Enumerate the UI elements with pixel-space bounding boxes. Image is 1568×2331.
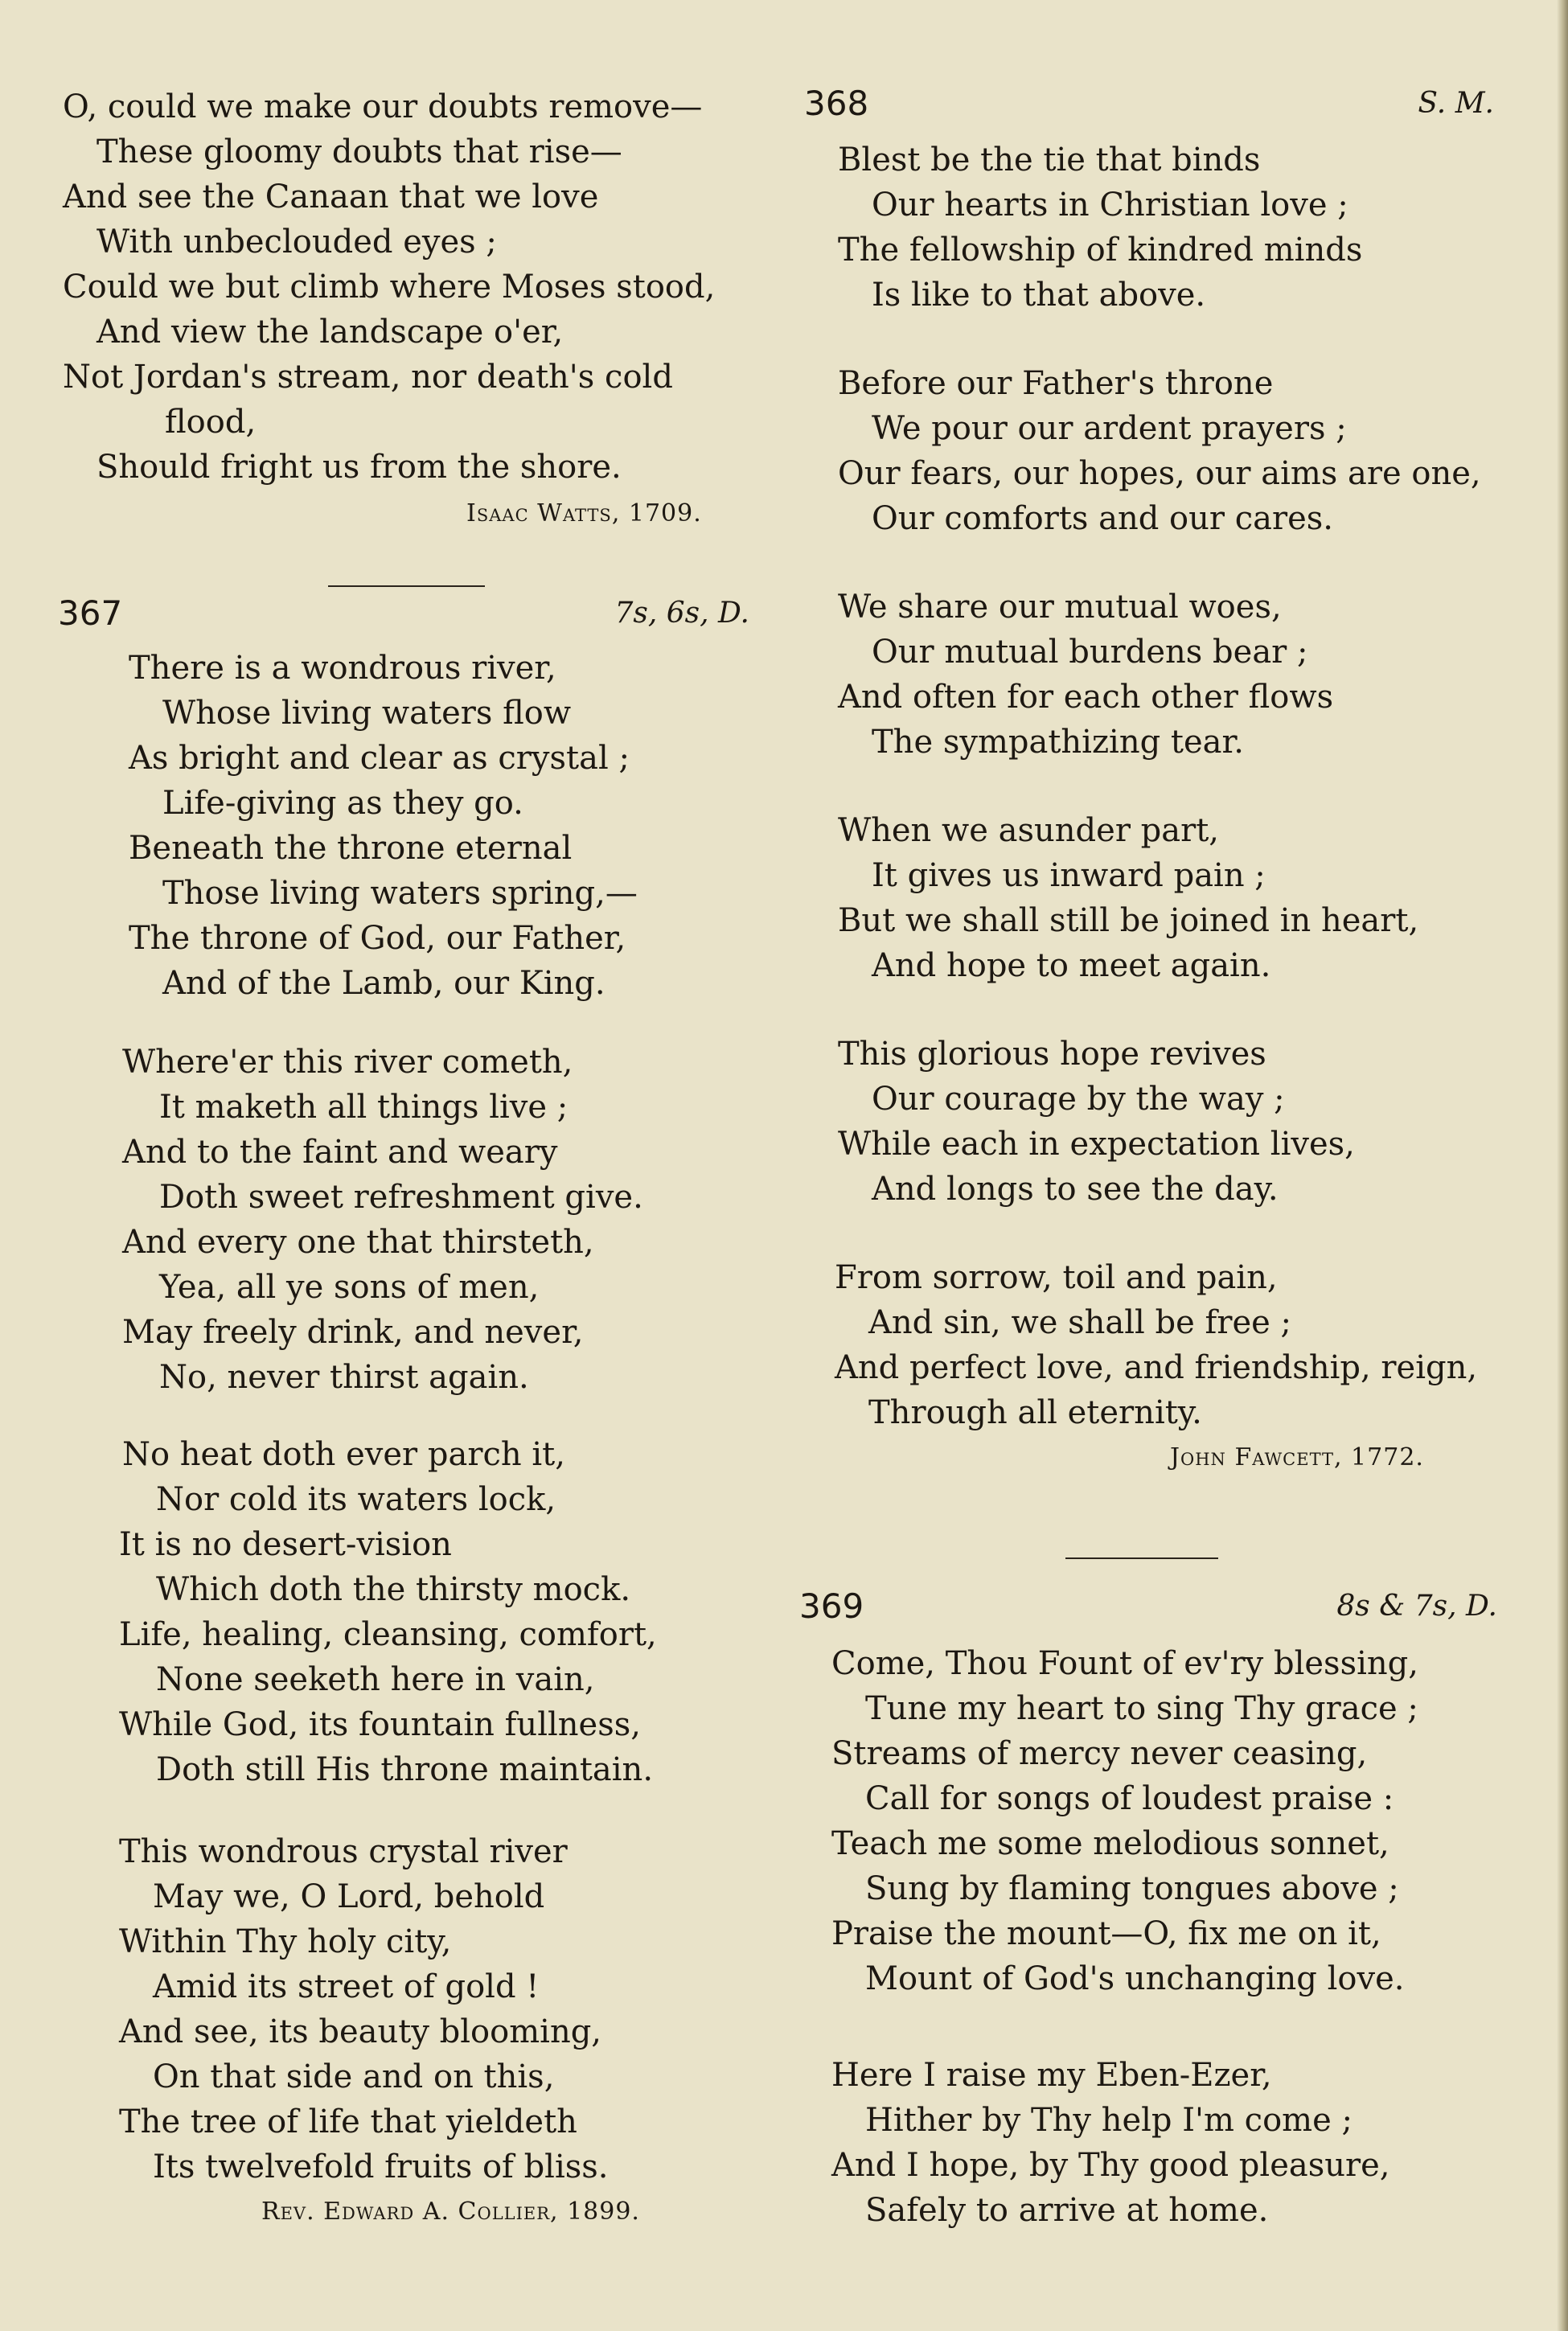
verse-line: While each in expectation lives, [838, 1126, 1355, 1163]
verse-line: Our hearts in Christian love ; [872, 187, 1348, 224]
verse-line: Teach me some melodious sonnet, [831, 1825, 1389, 1862]
verse-line: Within Thy holy city, [119, 1923, 452, 1960]
verse-line: None seeketh here in vain, [156, 1661, 595, 1698]
verse-line: Those living waters spring,— [162, 875, 638, 912]
verse-line: The tree of life that yieldeth [119, 2103, 577, 2140]
verse-line: The throne of God, our Father, [129, 920, 626, 957]
verse-line: Life-giving as they go. [162, 785, 523, 822]
verse-line: It gives us inward pain ; [872, 857, 1266, 894]
hymn-meter: S. M. [1418, 87, 1494, 120]
verse-line: But we shall still be joined in heart, [838, 902, 1419, 939]
verse-line: Its twelvefold fruits of bliss. [153, 2148, 609, 2185]
verse-line: And to the faint and weary [122, 1134, 558, 1171]
verse-line: Whose living waters flow [162, 695, 572, 732]
page-edge-shadow [1557, 0, 1568, 2331]
verse-line: The fellowship of kindred minds [838, 232, 1363, 269]
hymn-author: Rev. Edward A. Collier, 1899. [261, 2198, 640, 2226]
verse-line: With unbeclouded eyes ; [96, 224, 497, 261]
verse-line: Beneath the throne eternal [129, 830, 573, 867]
hymn-number: 368 [804, 84, 869, 123]
verse-line: Yea, all ye sons of men, [159, 1269, 540, 1306]
verse-line: From sorrow, toil and pain, [835, 1259, 1278, 1296]
verse-line: And perfect love, and friendship, reign, [835, 1349, 1478, 1386]
hymn-meter: 8s & 7s, D. [1336, 1590, 1497, 1623]
hymn-author: John Fawcett, 1772. [1170, 1443, 1424, 1471]
hymn-author: Isaac Watts, 1709. [466, 499, 702, 527]
verse-line: Praise the mount—O, fix me on it, [831, 1915, 1381, 1952]
hymn-meter: 7s, 6s, D. [614, 597, 749, 630]
hymn-number: 369 [799, 1586, 864, 1626]
verse-line: When we asunder part, [838, 812, 1220, 849]
verse-line: Which doth the thirsty mock. [156, 1571, 631, 1608]
verse-line: No heat doth ever parch it, [122, 1436, 565, 1473]
verse-line: Where'er this river cometh, [122, 1044, 573, 1081]
hymn-number: 367 [58, 593, 123, 633]
verse-line: No, never thirst again. [159, 1359, 529, 1396]
verse-line: May freely drink, and never, [122, 1314, 584, 1351]
verse-line: Our fears, our hopes, our aims are one, [838, 455, 1481, 492]
verse-line: And sin, we shall be free ; [868, 1304, 1291, 1341]
verse-line: Could we but climb where Moses stood, [63, 269, 716, 306]
verse-line: Doth still His throne maintain. [156, 1751, 654, 1788]
verse-line: Our mutual burdens bear ; [872, 634, 1308, 671]
verse-line: Streams of mercy never ceasing, [831, 1735, 1368, 1772]
section-divider [1065, 1557, 1218, 1559]
verse-line: These gloomy doubts that rise— [96, 133, 622, 170]
verse-line: Tune my heart to sing Thy grace ; [865, 1690, 1418, 1727]
verse-line: Amid its street of gold ! [153, 1968, 540, 2005]
verse-line: flood, [165, 404, 257, 441]
verse-line: Safely to arrive at home. [865, 2192, 1269, 2229]
verse-line: We share our mutual woes, [838, 589, 1282, 626]
verse-line: Before our Father's throne [838, 365, 1274, 402]
verse-line: Our comforts and our cares. [872, 500, 1334, 537]
verse-line: And see, its beauty blooming, [119, 2013, 602, 2050]
verse-line: Hither by Thy help I'm come ; [865, 2102, 1353, 2139]
verse-line: Blest be the tie that binds [838, 142, 1261, 179]
verse-line: And every one that thirsteth, [122, 1224, 594, 1261]
verse-line: And view the landscape o'er, [96, 314, 564, 351]
verse-line: And longs to see the day. [872, 1171, 1279, 1208]
verse-line: This glorious hope revives [838, 1036, 1266, 1073]
verse-line: And hope to meet again. [872, 947, 1271, 984]
verse-line: There is a wondrous river, [129, 650, 556, 687]
verse-line: Not Jordan's stream, nor death's cold [63, 359, 673, 396]
verse-line: And I hope, by Thy good pleasure, [831, 2147, 1390, 2184]
verse-line: Doth sweet refreshment give. [159, 1179, 643, 1216]
verse-line: Is like to that above. [872, 277, 1206, 314]
verse-line: Call for songs of loudest praise : [865, 1780, 1394, 1817]
verse-line: Through all eternity. [868, 1394, 1202, 1431]
verse-line: This wondrous crystal river [119, 1833, 568, 1870]
verse-line: Nor cold its waters lock, [156, 1481, 556, 1518]
verse-line: Come, Thou Fount of ev'ry blessing, [831, 1645, 1418, 1682]
verse-line: Sung by flaming tongues above ; [865, 1870, 1399, 1907]
verse-line: May we, O Lord, behold [153, 1878, 545, 1915]
verse-line: We pour our ardent prayers ; [872, 410, 1347, 447]
verse-line: Life, healing, cleansing, comfort, [119, 1616, 657, 1653]
verse-line: Mount of God's unchanging love. [865, 1960, 1405, 1997]
verse-line: Here I raise my Eben-Ezer, [831, 2057, 1272, 2094]
verse-line: O, could we make our doubts remove— [63, 88, 703, 125]
verse-line: And see the Canaan that we love [63, 179, 599, 215]
verse-line: While God, its fountain fullness, [119, 1706, 641, 1743]
verse-line: Should fright us from the shore. [96, 449, 622, 486]
verse-line: And often for each other flows [838, 679, 1334, 716]
verse-line: Our courage by the way ; [872, 1081, 1285, 1118]
verse-line: The sympathizing tear. [872, 724, 1244, 761]
verse-line: It maketh all things live ; [159, 1089, 569, 1126]
verse-line: As bright and clear as crystal ; [129, 740, 630, 777]
verse-line: On that side and on this, [153, 2058, 555, 2095]
section-divider [328, 585, 485, 587]
verse-line: And of the Lamb, our King. [162, 965, 605, 1002]
verse-line: It is no desert-vision [119, 1526, 452, 1563]
